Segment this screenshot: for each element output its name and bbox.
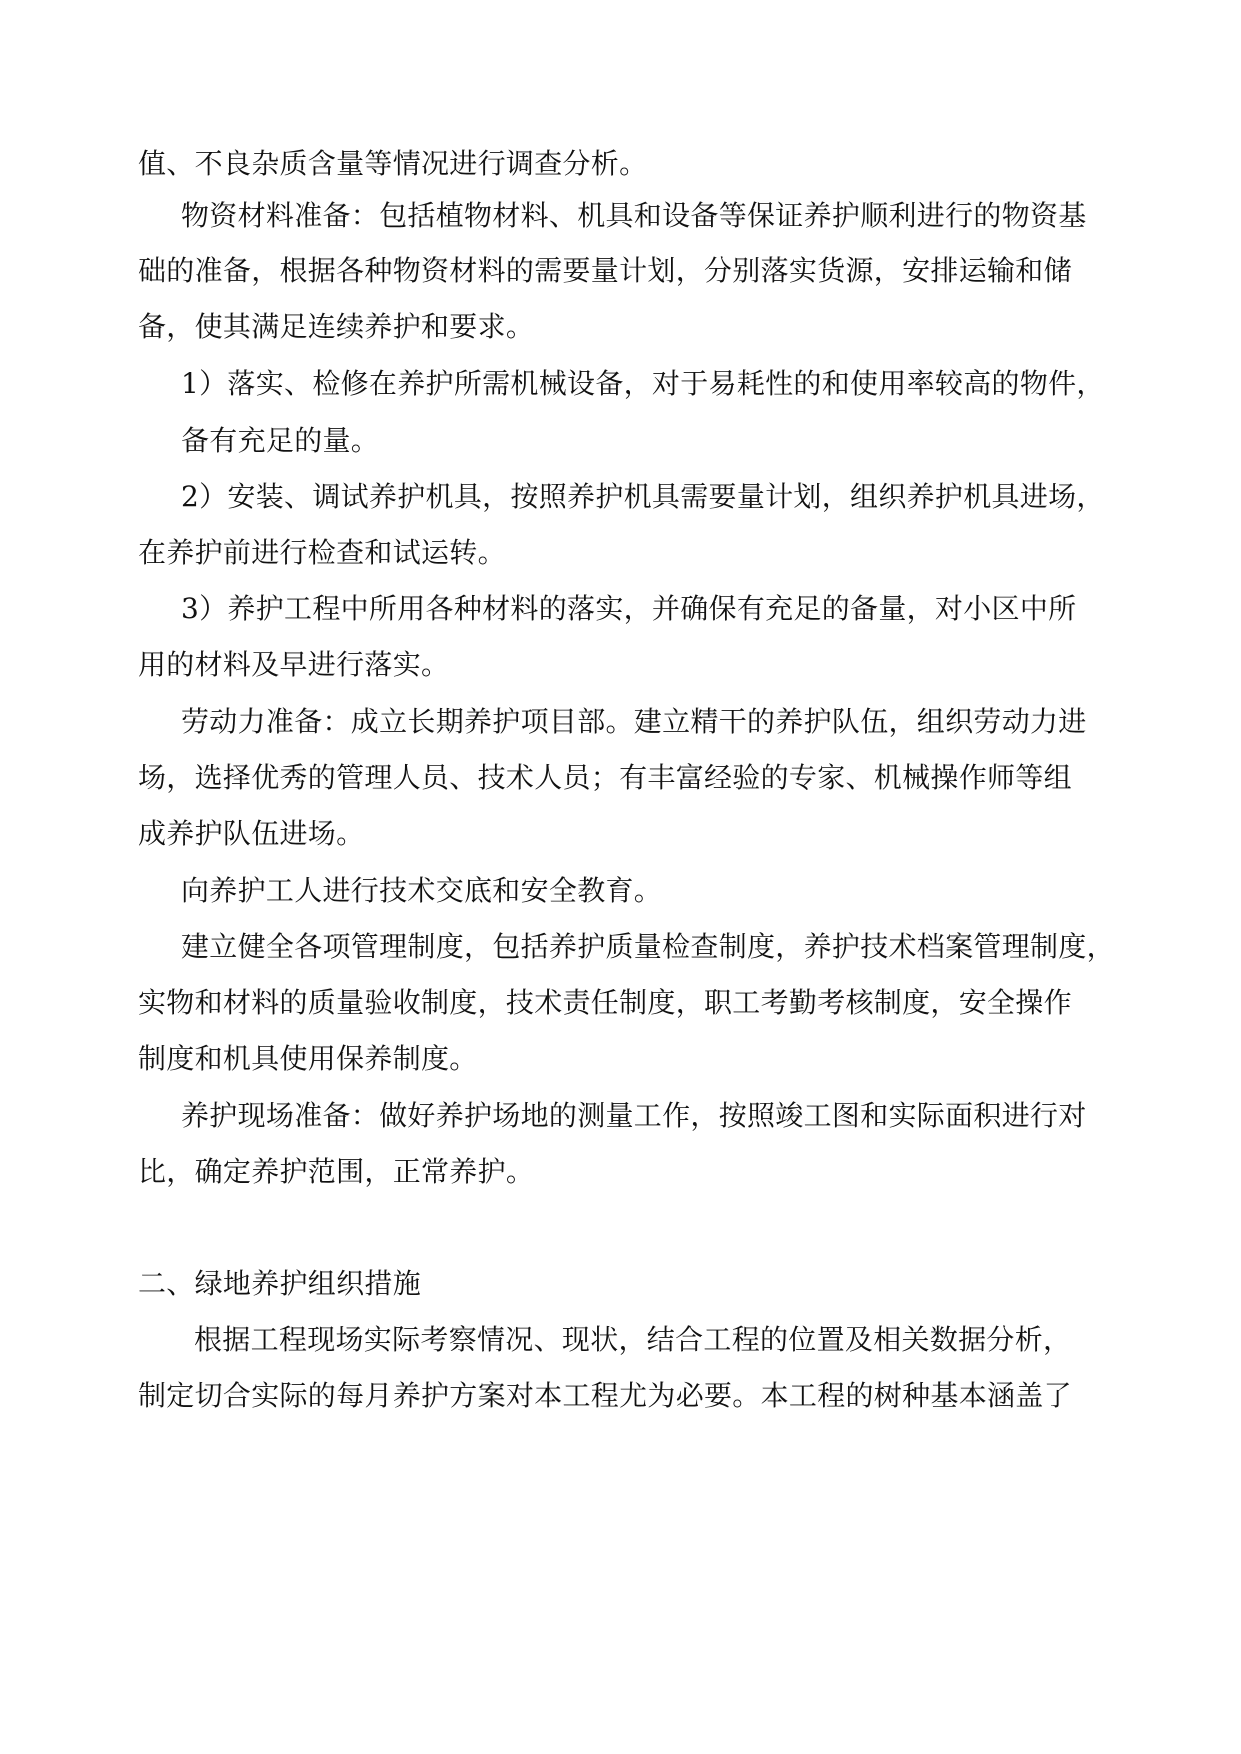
text-line: 养护现场准备：做好养护场地的测量工作，按照竣工图和实际面积进行对 <box>181 1099 1087 1132</box>
text-line: 向养护工人进行技术交底和安全教育。 <box>181 874 663 907</box>
text-line: 1）落实、检修在养护所需机械设备，对于易耗性的和使用率较高的物件， <box>181 367 1105 400</box>
text-line: 制定切合实际的每月养护方案对本工程尤为必要。本工程的树种基本涵盖了 <box>138 1379 1072 1412</box>
text-line: 根据工程现场实际考察情况、现状，结合工程的位置及相关数据分析， <box>194 1323 1072 1356</box>
text-line: 场，选择优秀的管理人员、技术人员；有丰富经验的专家、机械操作师等组 <box>138 761 1072 794</box>
text-line: 建立健全各项管理制度，包括养护质量检查制度，养护技术档案管理制度， <box>181 930 1115 963</box>
text-line: 备有充足的量。 <box>181 424 380 457</box>
text-line: 实物和材料的质量验收制度，技术责任制度，职工考勤考核制度，安全操作 <box>138 986 1072 1019</box>
text-line: 用的材料及早进行落实。 <box>138 648 450 681</box>
text-line: 备，使其满足连续养护和要求。 <box>138 310 535 343</box>
text-line: 在养护前进行检查和试运转。 <box>138 536 506 569</box>
text-line: 物资材料准备：包括植物材料、机具和设备等保证养护顺利进行的物资基 <box>181 199 1087 232</box>
text-line: 2）安装、调试养护机具，按照养护机具需要量计划，组织养护机具进场， <box>181 480 1105 513</box>
text-line: 成养护队伍进场。 <box>138 817 365 850</box>
text-line: 值、不良杂质含量等情况进行调查分析。 <box>138 147 648 180</box>
text-line: 比，确定养护范围，正常养护。 <box>138 1155 535 1188</box>
text-line: 制度和机具使用保养制度。 <box>138 1042 478 1075</box>
text-line: 劳动力准备：成立长期养护项目部。建立精干的养护队伍，组织劳动力进 <box>181 705 1087 738</box>
section-heading: 二、绿地养护组织措施 <box>138 1267 422 1300</box>
text-line: 础的准备，根据各种物资材料的需要量计划，分别落实货源，安排运输和储 <box>138 254 1072 287</box>
text-line: 3）养护工程中所用各种材料的落实，并确保有充足的备量，对小区中所 <box>181 592 1077 625</box>
